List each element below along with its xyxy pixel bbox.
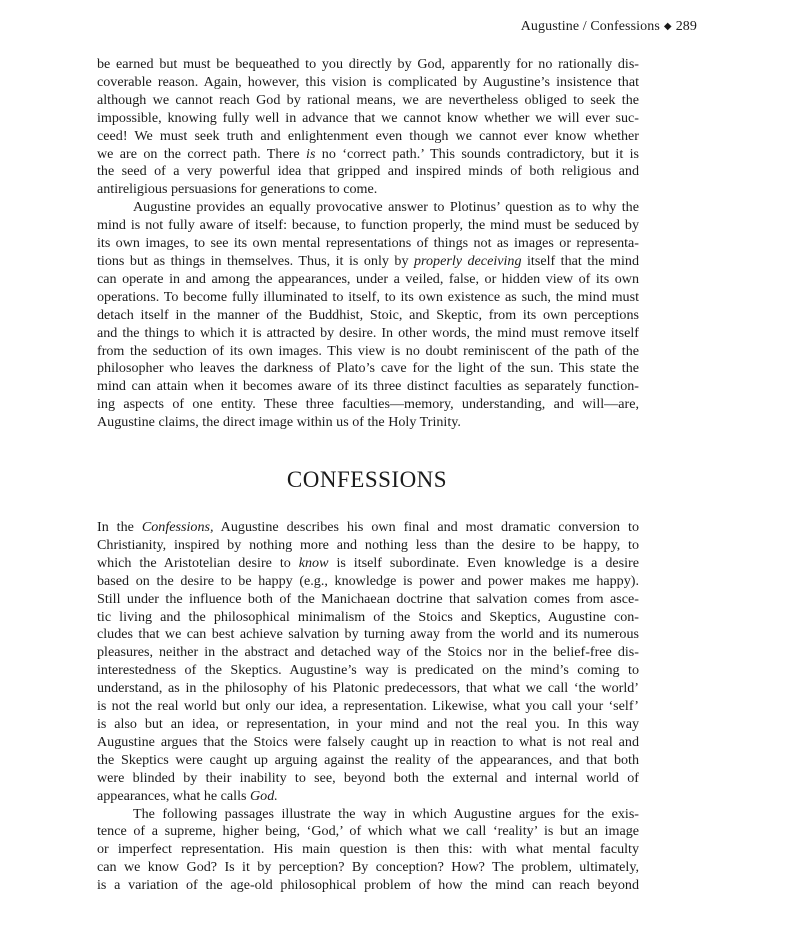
text-line: Augustine claims, the direct image within us of the Holy Trinity. xyxy=(97,414,461,431)
text-run: appearances, what he calls xyxy=(97,787,250,804)
text-line: interestedness of the Skeptics. Augustine’s way is predicated on the mind’s coming to xyxy=(97,662,639,679)
text-run: is itself subordinate. Even knowledge is a desire xyxy=(328,554,639,571)
text-line xyxy=(97,788,639,806)
text-line: Still under the influence both of the Manichaean doctrine that salvation comes from asce- xyxy=(97,590,639,607)
running-header xyxy=(521,19,697,35)
text-line: from the seduction of its own images. This view is no doubt reminiscent of the path of the xyxy=(97,342,639,359)
text-line: be earned but must be bequeathed to you directly by God, apparently for no rationally dis- xyxy=(97,56,639,72)
text-line: cludes that we can best achieve salvation by turning away from the world and its numerous xyxy=(97,626,639,643)
text-run: itself that the mind xyxy=(521,252,639,269)
text-line xyxy=(97,555,639,573)
text-line: Augustine provides an equally provocative answer to Plotinus’ question as to why the xyxy=(133,199,639,216)
text-line: understand, as in the philosophy of his Platonic predecessors, that what we call ‘the world’ xyxy=(97,680,639,697)
text-run: no ‘correct path.’ This sounds contradictory, but it is xyxy=(315,145,640,162)
emphasis-text: God. xyxy=(250,787,278,804)
text-run: which the Aristotelian desire to xyxy=(97,554,299,571)
text-line: its own images, to see its own mental representations of things not as images or representa- xyxy=(97,235,639,252)
emphasis-text: Confessions, xyxy=(141,519,214,535)
diamond-ornament-icon: ◆ xyxy=(663,21,672,32)
text-line xyxy=(97,253,639,271)
text-line: the seed of a very powerful idea that gripped and inspired minds of both religious and xyxy=(97,163,639,180)
confessions-paragraphs xyxy=(97,519,639,895)
text-line: were blinded by their inability to see, beyond both the external and internal world of xyxy=(97,769,639,786)
text-line: ceed! We must seek truth and enlightenment even though we cannot ever know whether xyxy=(97,127,639,144)
text-run: we are on the correct path. There xyxy=(97,145,307,162)
emphasis-text: know xyxy=(298,554,329,571)
text-line: tence of a supreme, higher being, ‘God,’ of which what we call ‘reality’ is but an image xyxy=(97,823,639,840)
text-line: can we know God? Is it by perception? By conception? How? The problem, ultimately, xyxy=(97,859,639,876)
text-line: based on the desire to be happy (e.g., knowledge is power and power makes me happy). xyxy=(97,572,639,589)
text-line: Christianity, inspired by nothing more and nothing less than the desire to be happy, to xyxy=(97,536,639,553)
running-title: Augustine / Confessions xyxy=(520,19,660,34)
text-run: Augustine describes his own final and most dramatic conversion to xyxy=(213,519,639,535)
text-line: is not the real world but only our idea, a representation. Likewise, what you call your ‘self’ xyxy=(97,698,639,715)
text-line: impossible, knowing fully well in advance that we cannot know whether we will ever suc- xyxy=(97,109,639,126)
text-line: and the things to which it is attracted by desire. In other words, the mind must remove itself xyxy=(97,324,639,341)
text-line: pleasures, neither in the abstract and detached way of the Stoics nor in the belief-free dis- xyxy=(97,644,639,661)
text-run: tions but as things in themselves. Thus, it is only by xyxy=(97,252,414,269)
text-line: coverable reason. Again, however, this vision is complicated by Augustine’s insistence that xyxy=(97,73,639,90)
text-line: mind can attain when it becomes aware of its three distinct faculties as separately function- xyxy=(97,378,639,395)
text-line: philosopher who leaves the darkness of Plato’s cave for the light of the sun. This state the xyxy=(97,360,639,377)
text-line: although we cannot reach God by rational means, we are nevertheless obliged to seek the xyxy=(97,91,639,108)
text-line: mind is not fully aware of itself: because, to function properly, the mind must be seduced by xyxy=(97,217,639,234)
text-line: detach itself in the manner of the Buddhist, Stoic, and Skeptic, from its own perceptions xyxy=(97,306,639,323)
text-line: ing aspects of one entity. These three faculties—memory, understanding, and will—are, xyxy=(97,396,639,413)
text-line: operations. To become fully illuminated to itself, to its own existence as such, the mind must xyxy=(97,288,639,305)
text-line xyxy=(97,519,639,537)
text-line: the Skeptics were caught up arguing against the reality of the appearances, and that both xyxy=(97,751,639,768)
emphasis-text: properly deceiving xyxy=(414,252,522,269)
text-line: antireligious persuasions for generations to come. xyxy=(97,181,378,198)
text-line: The following passages illustrate the way in which Augustine argues for the exis- xyxy=(133,805,639,822)
emphasis-text: is xyxy=(306,145,316,162)
text-line: Augustine argues that the Stoics were falsely caught up in reaction to what is not real and xyxy=(97,733,639,750)
page-number: 289 xyxy=(675,19,697,34)
text-run: In the xyxy=(97,519,142,535)
text-line xyxy=(97,146,639,164)
section-title: CONFESSIONS xyxy=(286,467,448,492)
text-line: or imperfect representation. His main question is then this: with what mental faculty xyxy=(97,841,639,858)
text-line: tic living and the philosophical minimalism of the Stoics and Skeptics, Augustine con- xyxy=(97,608,639,625)
text-line: is also but an idea, or representation, in your mind and not the real you. In this way xyxy=(97,715,639,732)
text-line: can operate in and among the appearances, under a veiled, false, or hidden view of its own xyxy=(97,270,639,287)
text-line: is a variation of the age-old philosophical problem of how the mind can reach beyond xyxy=(97,877,639,894)
intro-paragraphs xyxy=(97,56,639,432)
